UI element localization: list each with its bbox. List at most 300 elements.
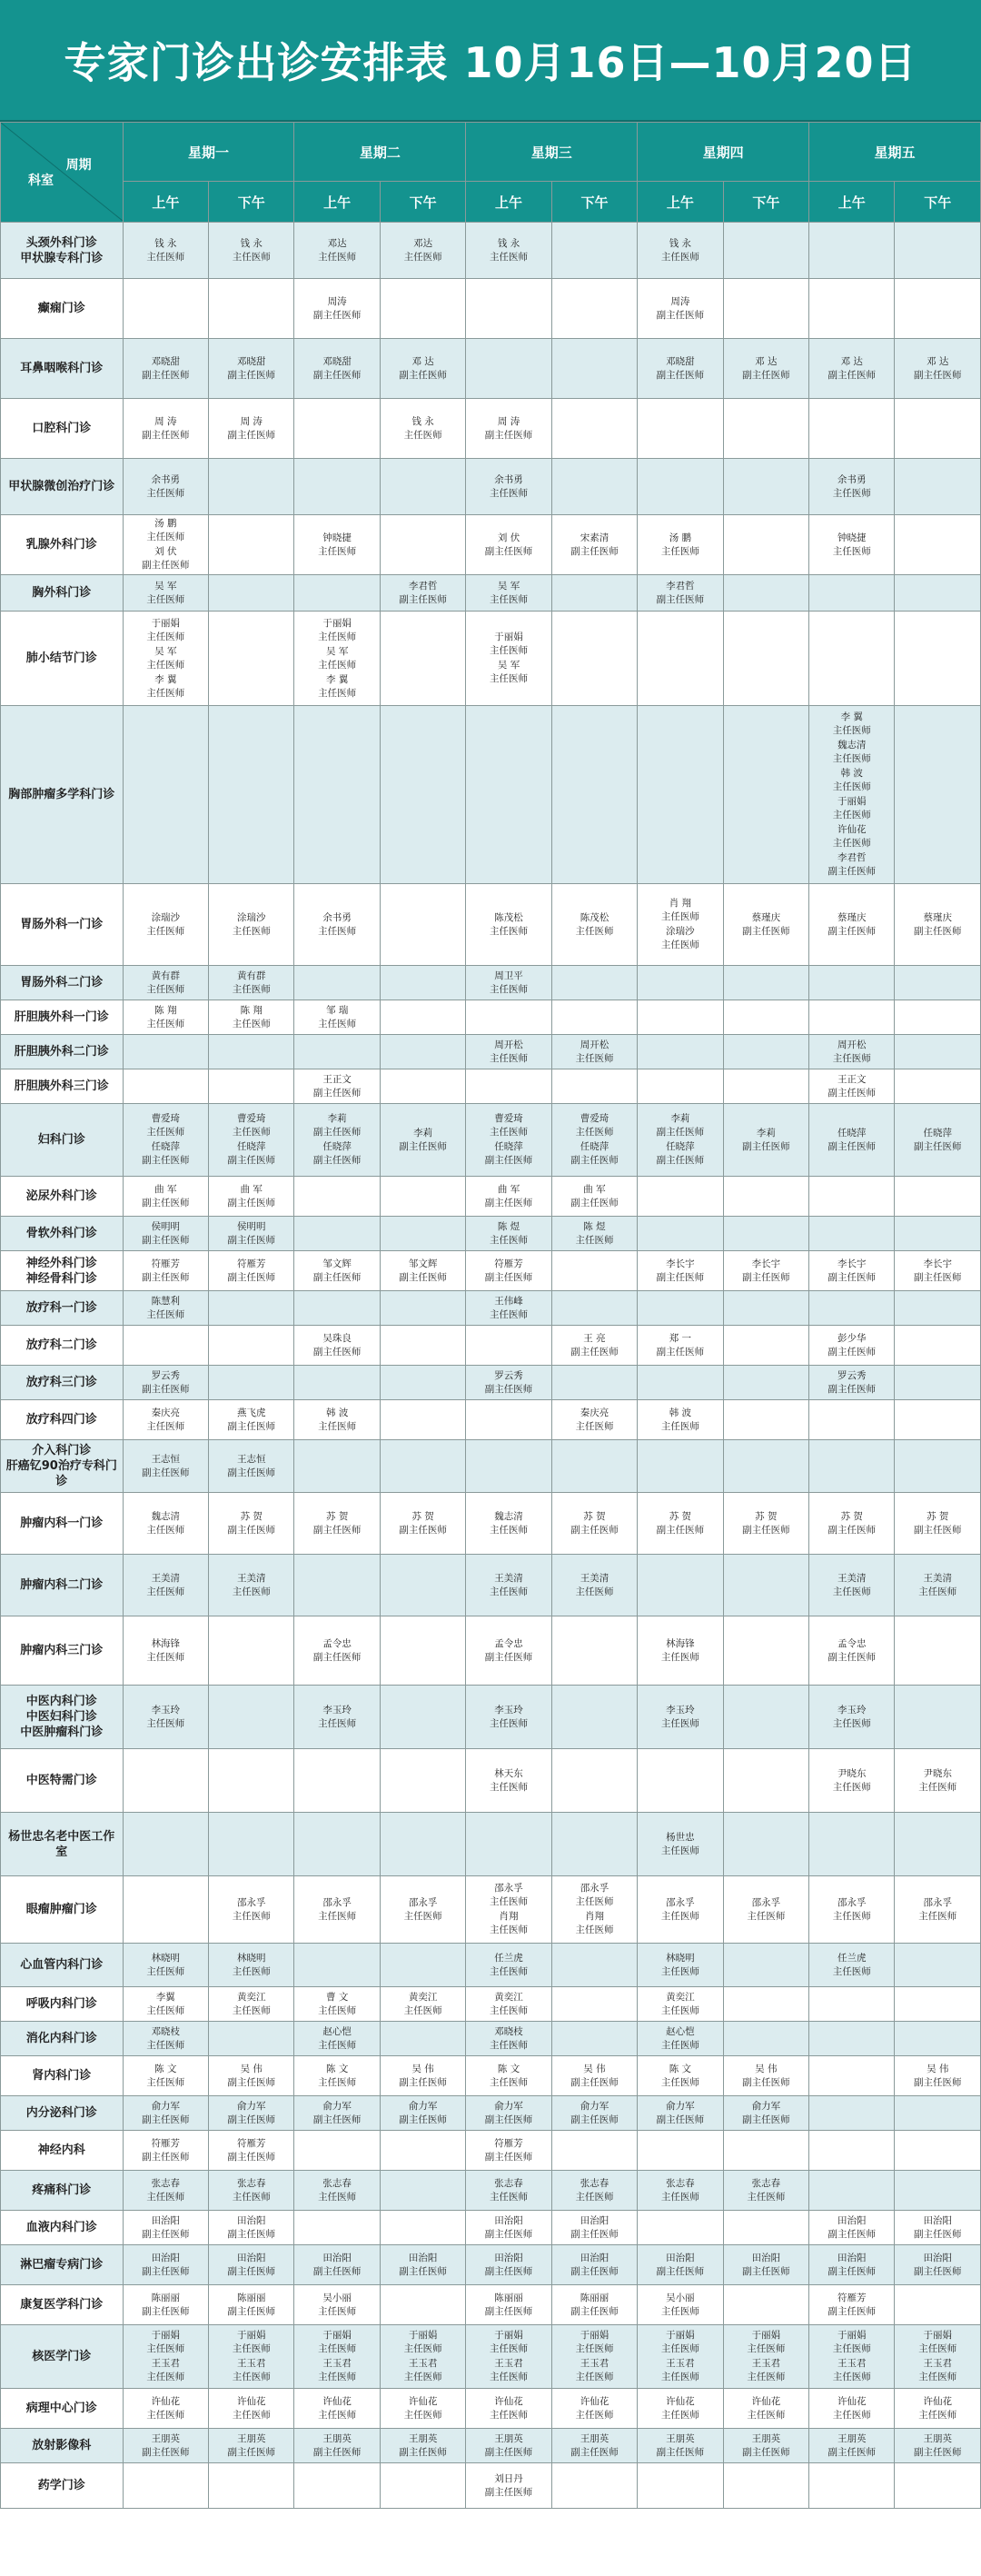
doctor-name: 王玉君 (751, 2358, 781, 2369)
doctor-name: 王美清 (923, 1572, 952, 1584)
corner-header (1, 123, 124, 223)
doctor-entry (209, 2432, 293, 2460)
schedule-slot (809, 2325, 895, 2389)
doctor-title: 主任医师 (490, 1896, 529, 1907)
schedule-slot (209, 706, 294, 884)
schedule-slot (809, 1035, 895, 1069)
schedule-slot (551, 2131, 637, 2171)
doctor-name: 符雁芳 (837, 2292, 867, 2303)
doctor-entry (294, 1637, 379, 1665)
schedule-slot (895, 1400, 981, 1440)
department-cell (1, 1876, 124, 1944)
schedule-slot (895, 2429, 981, 2463)
schedule-slot (294, 2211, 380, 2245)
doctor-entry (209, 1572, 293, 1599)
doctor-entry (209, 1140, 293, 1168)
doctor-name: 王玉君 (237, 2358, 266, 2369)
doctor-title: 副主任医师 (656, 2265, 705, 2277)
doctor-name: 陈丽丽 (580, 2292, 609, 2303)
schedule-slot (294, 2325, 380, 2389)
doctor-name: 任晓萍 (580, 1141, 609, 1152)
doctor-entry (809, 2432, 894, 2460)
doctor-title: 主任医师 (318, 2191, 357, 2203)
doctor-title: 主任医师 (403, 251, 442, 263)
schedule-slot (551, 2171, 637, 2211)
schedule-slot (723, 223, 808, 279)
doctor-name: 王朋英 (494, 2432, 523, 2444)
doctor-title: 副主任医师 (570, 2114, 619, 2125)
department-name: 肿瘤内科三门诊 (20, 1644, 104, 1657)
doctor-name: 许仙花 (494, 2395, 523, 2407)
doctor-entry (124, 2252, 208, 2279)
doctor-name: 陈 翔 (240, 1004, 263, 1016)
table-row (1, 2245, 981, 2285)
schedule-slot (380, 1944, 465, 1987)
schedule-slot (551, 339, 637, 399)
doctor-name: 邹文辉 (408, 1258, 438, 1269)
schedule-slot (638, 1876, 723, 1944)
doctor-entry (466, 1258, 550, 1285)
doctor-title: 副主任医师 (913, 369, 962, 381)
doctor-entry (638, 1258, 722, 1285)
doctor-title: 副主任医师 (312, 369, 362, 381)
department-name: 骨软外科门诊 (25, 1227, 97, 1240)
doctor-name: 刘 伏 (154, 546, 177, 557)
department-name: 妇科门诊 (37, 1133, 85, 1147)
doctor-name: 田治阳 (151, 2214, 181, 2226)
schedule-slot (551, 966, 637, 1000)
doctor-entry (724, 2252, 808, 2279)
schedule-slot (723, 1400, 808, 1440)
doctor-entry (381, 580, 465, 607)
schedule-slot (723, 1555, 808, 1616)
doctor-name: 苏 贺 (755, 1510, 778, 1522)
doctor-title: 副主任医师 (484, 2151, 533, 2163)
doctor-title: 主任医师 (575, 1586, 614, 1597)
schedule-slot (551, 612, 637, 706)
doctor-name: 吴珠良 (322, 1332, 352, 1344)
doctor-title: 副主任医师 (570, 1346, 619, 1358)
doctor-title: 副主任医师 (312, 1155, 362, 1166)
doctor-name: 陈 文 (154, 2063, 177, 2074)
schedule-slot (123, 515, 208, 575)
doctor-entry (209, 1112, 293, 1139)
schedule-slot (123, 2245, 208, 2285)
doctor-name: 田治阳 (751, 2252, 781, 2263)
doctor-title: 副主任医师 (142, 1197, 190, 1208)
doctor-name: 吴 军 (154, 580, 177, 592)
doctor-entry (466, 237, 550, 264)
doctor-title: 主任医师 (660, 2372, 699, 2382)
doctor-name: 黄有群 (151, 970, 181, 981)
department-cell (1, 2463, 124, 2509)
doctor-title: 主任医师 (146, 1127, 185, 1138)
schedule-slot (123, 399, 208, 459)
table-row (1, 1326, 981, 1366)
doctor-entry (466, 2357, 550, 2384)
doctor-entry (809, 851, 894, 879)
doctor-entry (724, 1127, 808, 1154)
doctor-name: 田治阳 (408, 2252, 438, 2263)
department-cell (1, 2211, 124, 2245)
schedule-slot (809, 459, 895, 515)
doctor-entry (552, 1112, 637, 1139)
schedule-slot (466, 223, 551, 279)
doctor-title: 主任医师 (146, 1651, 185, 1663)
schedule-slot (551, 1493, 637, 1555)
schedule-slot (638, 459, 723, 515)
doctor-title: 副主任医师 (142, 560, 190, 571)
schedule-slot (895, 1035, 981, 1069)
schedule-slot (466, 2389, 551, 2429)
doctor-entry (638, 1510, 722, 1537)
schedule-slot (466, 1493, 551, 1555)
schedule-slot (294, 339, 380, 399)
doctor-title: 主任医师 (146, 659, 185, 671)
table-row (1, 2022, 981, 2056)
schedule-slot (466, 2056, 551, 2096)
doctor-name: 郑 一 (669, 1332, 692, 1344)
doctor-entry (895, 1258, 980, 1285)
schedule-slot (294, 1400, 380, 1440)
page-title: 专家门诊出诊安排表 10月16日—10月20日 (64, 38, 917, 87)
doctor-name: 陈 文 (669, 2063, 692, 2074)
doctor-entry (895, 1767, 980, 1795)
doctor-title: 副主任医师 (913, 2076, 962, 2088)
doctor-entry (294, 911, 379, 939)
schedule-slot (466, 1749, 551, 1813)
doctor-entry (552, 1510, 637, 1537)
doctor-entry (638, 897, 722, 924)
schedule-slot (723, 1104, 808, 1177)
doctor-title: 副主任医师 (484, 2486, 533, 2498)
doctor-title: 主任医师 (918, 2409, 957, 2421)
doctor-entry (294, 2432, 379, 2460)
schedule-slot (638, 1035, 723, 1069)
doctor-name: 于丽娟 (923, 2330, 952, 2341)
doctor-title: 副主任医师 (227, 1420, 275, 1432)
schedule-slot (123, 1440, 208, 1493)
doctor-name: 王玉君 (322, 2358, 352, 2369)
doctor-name: 俞力军 (408, 2100, 438, 2112)
doctor-title: 主任医师 (832, 487, 871, 499)
schedule-slot (380, 2171, 465, 2211)
doctor-title: 副主任医师 (827, 2265, 876, 2277)
doctor-title: 副主任医师 (142, 2305, 190, 2317)
doctor-entry (638, 355, 722, 383)
schedule-slot (294, 2056, 380, 2096)
doctor-name: 张志春 (751, 2177, 781, 2189)
doctor-entry (209, 355, 293, 383)
doctor-title: 副主任医师 (484, 2114, 533, 2125)
doctor-title: 副主任医师 (399, 2265, 447, 2277)
schedule-slot (123, 1000, 208, 1035)
doctor-title: 副主任医师 (484, 1271, 533, 1283)
schedule-slot (809, 1987, 895, 2022)
doctor-title: 副主任医师 (227, 1197, 275, 1208)
doctor-entry (294, 1332, 379, 1359)
doctor-name: 俞力军 (751, 2100, 781, 2112)
doctor-entry (209, 2395, 293, 2422)
doctor-name: 王玉君 (494, 2358, 523, 2369)
schedule-slot (380, 2056, 465, 2096)
schedule-slot (895, 1069, 981, 1104)
doctor-name: 曲 军 (497, 1183, 520, 1195)
schedule-slot (209, 575, 294, 612)
schedule-slot (123, 1104, 208, 1177)
doctor-title: 副主任医师 (827, 1524, 876, 1536)
doctor-name: 王朋英 (322, 2432, 352, 2444)
schedule-slot (895, 1616, 981, 1686)
doctor-title: 主任医师 (146, 2039, 185, 2051)
schedule-slot (638, 575, 723, 612)
schedule-slot (209, 2389, 294, 2429)
doctor-entry (466, 1140, 550, 1168)
department-cell (1, 339, 124, 399)
schedule-slot (123, 1493, 208, 1555)
doctor-title: 主任医师 (575, 925, 614, 937)
schedule-slot (466, 1876, 551, 1944)
doctor-title: 副主任医师 (656, 2114, 705, 2125)
schedule-slot (809, 1555, 895, 1616)
schedule-slot (809, 1440, 895, 1493)
doctor-title: 主任医师 (490, 1127, 529, 1138)
doctor-entry (124, 2292, 208, 2319)
schedule-slot (209, 1035, 294, 1069)
department-cell (1, 2131, 124, 2171)
doctor-title: 副主任医师 (656, 1155, 705, 1166)
schedule-slot (123, 459, 208, 515)
doctor-name: 秦庆亮 (580, 1407, 609, 1418)
schedule-slot (466, 2131, 551, 2171)
schedule-slot (551, 2056, 637, 2096)
doctor-entry (294, 2177, 379, 2204)
doctor-name: 吴 伟 (411, 2063, 434, 2074)
schedule-slot (723, 1686, 808, 1749)
doctor-title: 主任医师 (490, 2004, 529, 2016)
schedule-slot (809, 2022, 895, 2056)
schedule-slot (466, 339, 551, 399)
doctor-name: 陈 文 (326, 2063, 349, 2074)
table-row (1, 1069, 981, 1104)
schedule-slot (895, 575, 981, 612)
doctor-title: 副主任医师 (827, 1383, 876, 1395)
doctor-title: 主任医师 (747, 1910, 786, 1922)
doctor-entry (124, 1140, 208, 1168)
department-cell (1, 1217, 124, 1251)
doctor-entry (638, 1896, 722, 1924)
doctor-title: 副主任医师 (227, 2114, 275, 2125)
schedule-slot (551, 459, 637, 515)
doctor-title: 副主任医师 (656, 369, 705, 381)
doctor-title: 主任医师 (660, 545, 699, 557)
doctor-entry (552, 2100, 637, 2127)
doctor-name: 苏 贺 (583, 1510, 606, 1522)
doctor-entry (552, 2357, 637, 2384)
department-name: 放疗科一门诊 (25, 1301, 97, 1315)
doctor-entry (294, 2025, 379, 2053)
doctor-entry (895, 2432, 980, 2460)
schedule-slot (123, 2022, 208, 2056)
doctor-name: 王玉君 (837, 2358, 867, 2369)
schedule-slot (809, 2131, 895, 2171)
doctor-title: 主任医师 (146, 532, 185, 542)
doctor-name: 林海锋 (666, 1637, 695, 1649)
schedule-slot (638, 2022, 723, 2056)
schedule-slot (294, 2131, 380, 2171)
doctor-entry (124, 1510, 208, 1537)
table-row (1, 1366, 981, 1400)
department-cell (1, 2285, 124, 2325)
doctor-name: 符雁芳 (237, 2137, 266, 2149)
doctor-entry (124, 2214, 208, 2242)
doctor-name: 黄有群 (237, 970, 266, 981)
doctor-name: 余书勇 (494, 473, 523, 485)
doctor-entry (124, 1220, 208, 1248)
doctor-entry (124, 517, 208, 544)
schedule-slot (551, 2211, 637, 2245)
schedule-slot (895, 1944, 981, 1987)
schedule-slot (638, 612, 723, 706)
schedule-slot (809, 1944, 895, 1987)
doctor-name: 钟晓捷 (837, 532, 867, 543)
doctor-entry (381, 2329, 465, 2356)
doctor-entry (724, 1896, 808, 1924)
doctor-name: 任兰虎 (494, 1952, 523, 1964)
doctor-title: 主任医师 (832, 2372, 871, 2382)
table-row (1, 612, 981, 706)
schedule-slot (551, 2389, 637, 2429)
schedule-slot (123, 2211, 208, 2245)
schedule-slot (123, 2096, 208, 2131)
doctor-entry (124, 2100, 208, 2127)
schedule-slot (123, 2285, 208, 2325)
dept-label: 科室 (28, 174, 54, 188)
doctor-name: 邓 达 (755, 355, 778, 367)
doctor-title: 副主任医师 (570, 2265, 619, 2277)
doctor-title: 主任医师 (318, 925, 357, 937)
doctor-title: 主任医师 (660, 2004, 699, 2016)
doctor-entry (895, 1572, 980, 1599)
doctor-name: 李玉玲 (151, 1704, 181, 1716)
schedule-slot (723, 1069, 808, 1104)
department-name: 肝胆胰外科三门诊 (14, 1079, 109, 1093)
doctor-entry (809, 823, 894, 850)
doctor-name: 陈丽丽 (237, 2292, 266, 2303)
doctor-entry (294, 1704, 379, 1731)
department-name: 泌尿外科门诊 (25, 1189, 97, 1203)
doctor-name: 张志春 (237, 2177, 266, 2189)
doctor-name: 邓达 (327, 237, 347, 249)
schedule-slot (294, 2285, 380, 2325)
doctor-entry (895, 1127, 980, 1154)
department-cell (1, 459, 124, 515)
doctor-title: 主任医师 (146, 1018, 185, 1029)
schedule-slot (380, 966, 465, 1000)
doctor-name: 于丽娟 (666, 2330, 695, 2341)
department-name: 肿瘤内科二门诊 (20, 1578, 104, 1592)
schedule-slot (466, 1944, 551, 1987)
doctor-entry (381, 415, 465, 443)
doctor-name: 王朋英 (751, 2432, 781, 2444)
doctor-title: 主任医师 (660, 1845, 699, 1856)
schedule-slot (466, 1555, 551, 1616)
doctor-name: 田治阳 (237, 2214, 266, 2226)
doctor-entry (124, 2025, 208, 2053)
doctor-title: 主任医师 (747, 2343, 786, 2354)
schedule-slot (551, 884, 637, 966)
doctor-title: 主任医师 (575, 1420, 614, 1432)
department-cell (1, 706, 124, 884)
am-header: 上午 (294, 182, 380, 223)
doctor-title: 主任医师 (490, 2076, 529, 2088)
doctor-title: 主任医师 (660, 2039, 699, 2051)
doctor-title: 主任医师 (832, 1052, 871, 1064)
doctor-entry (466, 1510, 550, 1537)
schedule-slot (895, 1000, 981, 1035)
doctor-name: 任晓萍 (494, 1141, 523, 1152)
schedule-slot (551, 1035, 637, 1069)
schedule-slot (895, 2285, 981, 2325)
schedule-slot (209, 2056, 294, 2096)
doctor-title: 主任医师 (660, 1651, 699, 1663)
schedule-slot (551, 1326, 637, 1366)
doctor-title: 主任医师 (232, 1127, 271, 1138)
doctor-name: 钟晓捷 (322, 532, 352, 543)
doctor-name: 韩 波 (326, 1407, 349, 1418)
schedule-slot (809, 1749, 895, 1813)
schedule-slot (809, 2211, 895, 2245)
doctor-title: 主任医师 (660, 2305, 699, 2317)
doctor-title: 主任医师 (403, 1910, 442, 1922)
schedule-slot (294, 1555, 380, 1616)
doctor-entry (294, 532, 379, 559)
schedule-slot (466, 1177, 551, 1217)
schedule-slot (895, 459, 981, 515)
doctor-name: 许仙花 (408, 2395, 438, 2407)
doctor-name: 尹晓东 (923, 1767, 952, 1779)
schedule-slot (123, 279, 208, 339)
schedule-slot (895, 612, 981, 706)
doctor-entry (552, 1140, 637, 1168)
doctor-entry (466, 1295, 550, 1322)
doctor-name: 汤 鹏 (669, 532, 692, 543)
doctor-entry (809, 1704, 894, 1731)
schedule-slot (466, 1251, 551, 1291)
doctor-name: 吴 军 (326, 645, 349, 657)
doctor-entry (466, 2395, 550, 2422)
department-cell (1, 2325, 124, 2389)
doctor-title: 主任医师 (575, 1234, 614, 1246)
schedule-slot (723, 2463, 808, 2509)
doctor-name: 王正文 (837, 1073, 867, 1085)
doctor-name: 苏 贺 (326, 1510, 349, 1522)
schedule-slot (723, 2429, 808, 2463)
doctor-entry (124, 1453, 208, 1480)
doctor-name: 钱 永 (669, 237, 692, 249)
doctor-entry (809, 2292, 894, 2319)
schedule-slot (551, 1104, 637, 1177)
doctor-entry (209, 1510, 293, 1537)
doctor-name: 曲 军 (240, 1183, 263, 1195)
doctor-entry (294, 2357, 379, 2384)
schedule-slot (380, 2131, 465, 2171)
department-name: 杨世忠名老中医工作室 (8, 1829, 115, 1859)
department-name: 肿瘤内科一门诊 (20, 1517, 104, 1530)
week-label: 周期 (65, 158, 92, 173)
doctor-name: 曲 军 (583, 1183, 606, 1195)
department-cell (1, 1035, 124, 1069)
